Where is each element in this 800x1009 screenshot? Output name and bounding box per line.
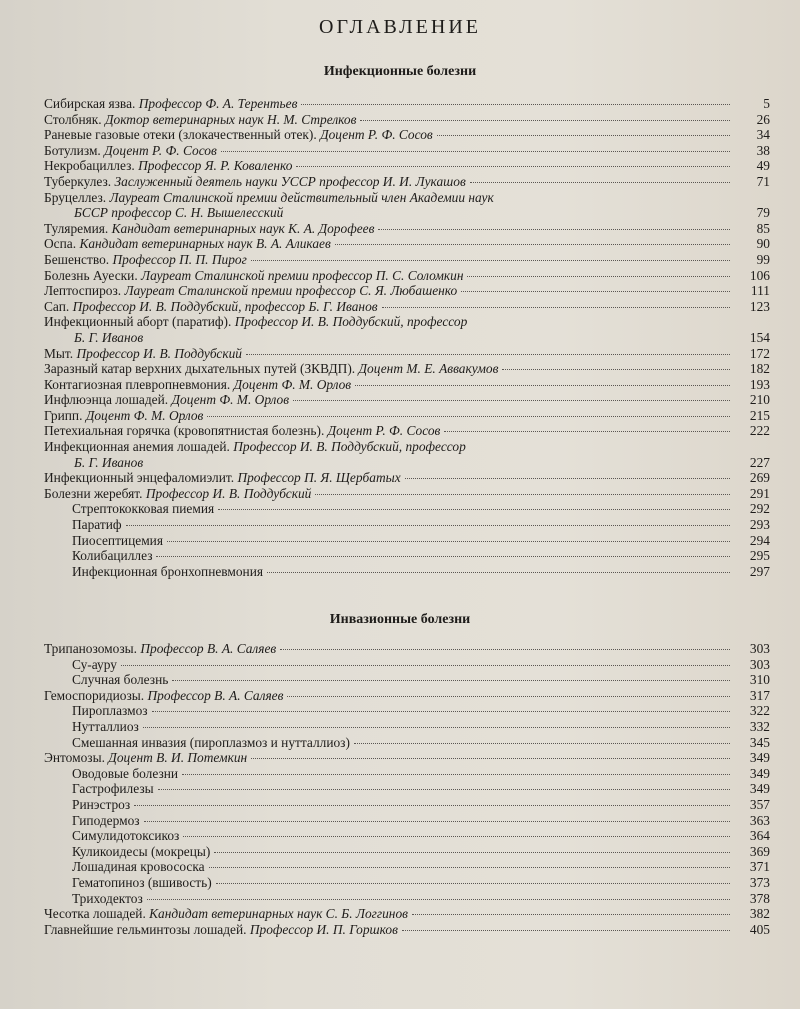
entry-author: Заслуженный деятель науки УССР профессор И. И. Лукашов — [114, 173, 466, 189]
page-number: 373 — [749, 874, 770, 890]
entry-author: Доцент Р. Ф. Сосов — [104, 142, 217, 158]
page-number: 291 — [749, 485, 770, 501]
toc-entry — [44, 158, 770, 174]
entry-topic: Инфекционная анемия лошадей. — [44, 439, 230, 455]
toc-entry — [44, 657, 770, 673]
dot-leader — [402, 930, 730, 931]
page-number: 349 — [749, 781, 770, 797]
entry-title — [44, 190, 770, 221]
entry-topic: Инфлюэнца лошадей. — [44, 392, 169, 408]
entry-topic: Некробациллез. — [44, 158, 135, 174]
page-number: 193 — [749, 376, 770, 392]
entry-topic: Бруцеллез. — [44, 189, 107, 205]
dot-leader — [412, 914, 730, 915]
entry-title — [72, 844, 210, 859]
entry-title — [44, 423, 440, 438]
toc-entry — [44, 766, 770, 782]
entry-title — [72, 735, 350, 750]
entry-topic: Грипп. — [44, 407, 83, 423]
entry-topic: Нутталлиоз — [72, 718, 139, 734]
entry-title — [72, 564, 263, 579]
entry-title — [44, 408, 203, 423]
page-number: 293 — [749, 517, 770, 533]
entry-title — [72, 657, 117, 672]
page-number: 38 — [756, 142, 770, 158]
page-number: 106 — [749, 267, 770, 283]
dot-leader — [152, 711, 730, 712]
entry-title — [44, 174, 466, 189]
entry-title — [72, 813, 140, 828]
page-number: 371 — [749, 859, 770, 875]
entry-title — [44, 299, 378, 314]
page-number: 154 — [749, 329, 770, 345]
entry-topic: Ринэстроз — [72, 796, 131, 812]
entry-title — [44, 486, 311, 501]
dot-leader — [355, 385, 730, 386]
dot-leader — [470, 182, 730, 183]
toc-entry — [44, 299, 770, 315]
entry-topic: Болезнь Ауески. — [44, 267, 138, 283]
page-number: 34 — [756, 127, 770, 143]
entry-title — [44, 688, 283, 703]
entry-topic: Энтомозы. — [44, 750, 105, 766]
page-number: 294 — [749, 532, 770, 548]
dot-leader — [315, 494, 730, 495]
entry-topic: Туберкулез. — [44, 173, 112, 189]
entry-title — [44, 346, 242, 361]
section-heading-invasive: Инвазионные болезни — [329, 612, 471, 627]
entry-title — [72, 672, 168, 687]
page-number: 332 — [749, 718, 770, 734]
page-number: 364 — [749, 828, 770, 844]
entry-title — [44, 439, 770, 470]
entry-topic: Заразный катар верхних дыхательных путей (ЗКВДП). — [44, 361, 356, 377]
entry-author: Доцент Р. Ф. Сосов — [327, 423, 441, 439]
toc-entry — [44, 190, 770, 221]
page-number: 111 — [750, 283, 770, 299]
entry-title — [44, 906, 408, 921]
page-number: 85 — [756, 220, 770, 236]
toc-entry — [44, 641, 770, 657]
entry-topic: Пиосептицемия — [72, 532, 164, 548]
toc-entry — [44, 906, 770, 922]
entry-author: Профессор И. В. Поддубский — [76, 345, 242, 361]
page-number: 71 — [756, 173, 770, 189]
page-number: 215 — [749, 407, 770, 423]
toc-entry — [44, 735, 770, 751]
entry-author: Профессор Ф. А. Терентьев — [138, 96, 298, 111]
entry-author: Доктор ветеринарных наук Н. М. Стрелков — [104, 111, 357, 127]
dot-leader — [158, 789, 730, 790]
entry-author: Профессор П. П. Пирог — [112, 251, 247, 267]
entry-topic: Чесотка лошадей. — [44, 906, 146, 922]
entry-author: Профессор П. Я. Щербатых — [237, 470, 401, 486]
page-number: 123 — [749, 298, 770, 314]
entry-title — [72, 828, 179, 843]
page-number: 405 — [749, 921, 770, 937]
toc-entry — [44, 517, 770, 533]
entry-title — [72, 533, 163, 548]
toc-entry — [44, 96, 770, 112]
page-number: 310 — [749, 672, 770, 688]
toc-entry — [44, 828, 770, 844]
entry-topic: Случная болезнь — [72, 672, 169, 688]
entry-title — [44, 221, 374, 236]
page-number: 99 — [756, 251, 770, 267]
toc-entry — [44, 143, 770, 159]
entry-title — [72, 859, 205, 874]
dot-leader — [280, 649, 730, 650]
entry-topic: Гемоспоридиозы. — [44, 687, 145, 703]
entry-author: Профессор Я. Р. Коваленко — [138, 158, 293, 174]
page-number: 349 — [749, 765, 770, 781]
entry-topic: Гастрофилезы — [72, 781, 154, 797]
page-number: 363 — [749, 812, 770, 828]
entry-author: Профессор И. П. Горшков — [249, 921, 398, 937]
entry-topic: Пироплазмоз — [72, 703, 148, 719]
dot-leader — [293, 400, 730, 401]
entry-title — [72, 766, 178, 781]
entry-title — [44, 158, 292, 173]
entry-author: Доцент М. Е. Аввакумов — [358, 361, 499, 377]
entry-title — [44, 470, 401, 485]
toc-entry — [44, 875, 770, 891]
dot-leader — [143, 727, 730, 728]
dot-leader — [502, 369, 730, 370]
entry-author: Лауреат Сталинской премии профессор С. Я. Любашенко — [124, 283, 458, 299]
dot-leader — [405, 478, 730, 479]
entry-title — [44, 314, 770, 345]
entry-title — [72, 548, 152, 563]
dot-leader — [354, 743, 730, 744]
entry-topic: Сап. — [44, 298, 70, 314]
dot-leader — [134, 805, 730, 806]
page-number: 369 — [749, 843, 770, 859]
page-number: 345 — [749, 734, 770, 750]
entry-author: Кандидат ветеринарных наук В. А. Аликаев — [79, 236, 331, 252]
page-number: 317 — [749, 687, 770, 703]
toc-entry — [44, 283, 770, 299]
toc-entry — [44, 719, 770, 735]
toc-entry — [44, 408, 770, 424]
entry-topic: Гиподермоз — [72, 812, 140, 828]
entry-title — [44, 268, 463, 283]
toc-entry — [44, 174, 770, 190]
entry-topic: Симулидотоксикоз — [72, 828, 180, 844]
dot-leader — [267, 572, 730, 573]
entry-title — [72, 797, 130, 812]
entry-author: Лауреат Сталинской премии действительный член Академии наук — [109, 189, 494, 205]
toc-entry — [44, 548, 770, 564]
toc-entry — [44, 672, 770, 688]
entry-topic: Ботулизм. — [44, 142, 101, 158]
entry-author: Кандидат ветеринарных наук К. А. Дорофеев — [111, 220, 375, 236]
toc-entry — [44, 361, 770, 377]
dot-leader — [287, 696, 730, 697]
entry-topic: Бешенство. — [44, 251, 110, 267]
dot-leader — [182, 774, 730, 775]
dot-leader — [461, 291, 730, 292]
toc-entry — [44, 392, 770, 408]
dot-leader — [444, 431, 730, 432]
dot-leader — [167, 541, 730, 542]
toc-entry — [44, 797, 770, 813]
page-number: 182 — [749, 361, 770, 377]
entry-topic: Смешанная инвазия (пироплазмоз и нутталлиоз) — [72, 734, 350, 750]
page-title: ОГЛАВЛЕНИЕ — [319, 16, 481, 38]
toc-entry — [44, 268, 770, 284]
dot-leader — [126, 525, 730, 526]
entry-author: Профессор И. В. Поддубский, профессор Б. Г. Иванов — [72, 298, 378, 314]
page-number: 292 — [749, 501, 770, 517]
entry-author-continued: БССР профессор С. Н. Вышелесский — [74, 205, 284, 221]
dot-leader — [121, 665, 730, 666]
entry-title — [44, 127, 433, 142]
entry-author-continued: Б. Г. Иванов — [74, 454, 144, 470]
page-number: 303 — [749, 641, 770, 656]
entry-topic: Инфекционный энцефаломиэлит. — [44, 470, 235, 486]
dot-leader — [437, 135, 730, 136]
entry-topic: Мыт. — [44, 345, 74, 361]
toc-entry — [44, 112, 770, 128]
entry-title — [72, 875, 212, 890]
toc-entry — [44, 439, 770, 470]
page-number: 210 — [749, 392, 770, 408]
entry-title — [44, 112, 356, 127]
toc-entry — [44, 236, 770, 252]
entry-author: Профессор В. А. Саляев — [140, 641, 277, 656]
entry-title — [44, 392, 289, 407]
page-number: 303 — [749, 656, 770, 672]
dot-leader — [246, 354, 730, 355]
toc-list-infectious — [44, 96, 770, 579]
page-number: 382 — [749, 906, 770, 922]
entry-title — [44, 641, 276, 656]
entry-author: Лауреат Сталинской премии профессор П. С. Соломкин — [141, 267, 464, 283]
entry-author: Профессор И. В. Поддубский — [145, 485, 312, 501]
entry-title — [44, 361, 498, 376]
entry-title — [44, 377, 351, 392]
page-number: 349 — [749, 750, 770, 766]
entry-author: Кандидат ветеринарных наук С. Б. Логгинов — [149, 906, 408, 922]
entry-author: Доцент Р. Ф. Сосов — [320, 127, 433, 143]
entry-author: Доцент Ф. М. Орлов — [171, 392, 290, 408]
entry-topic: Инфекционный аборт (паратиф). — [44, 314, 232, 330]
dot-leader — [360, 120, 730, 121]
dot-leader — [382, 307, 730, 308]
dot-leader — [251, 758, 730, 759]
page-number: 49 — [756, 158, 770, 174]
entry-topic: Гематопиноз (вшивость) — [72, 874, 212, 890]
entry-title — [44, 283, 457, 298]
entry-title — [44, 252, 247, 267]
entry-topic: Стрептококковая пиемия — [72, 501, 215, 517]
entry-title — [72, 781, 154, 796]
page-number: 322 — [749, 703, 770, 719]
page-number: 357 — [749, 796, 770, 812]
toc-entry — [44, 346, 770, 362]
dot-leader — [209, 867, 730, 868]
page-number: 297 — [749, 563, 770, 579]
toc-entry — [44, 377, 770, 393]
entry-author: Доцент В. И. Потемкин — [108, 750, 248, 766]
entry-topic: Оводовые болезни — [72, 765, 179, 781]
toc-entry — [44, 781, 770, 797]
dot-leader — [207, 416, 730, 417]
dot-leader — [251, 260, 730, 261]
toc-entry — [44, 486, 770, 502]
entry-topic: Столбняк. — [44, 111, 102, 127]
entry-author: Доцент Ф. М. Орлов — [85, 407, 204, 423]
dot-leader — [172, 680, 730, 681]
dot-leader — [216, 883, 730, 884]
dot-leader — [301, 104, 730, 105]
dot-leader — [147, 899, 730, 900]
entry-topic: Оспа. — [44, 236, 77, 252]
page-number: 269 — [749, 470, 770, 486]
toc-entry — [44, 423, 770, 439]
entry-title — [72, 517, 122, 532]
toc-entry — [44, 813, 770, 829]
entry-author-continued: Б. Г. Иванов — [74, 329, 144, 345]
page-number: 172 — [749, 345, 770, 361]
toc-entry — [44, 891, 770, 907]
entry-topic: Болезни жеребят. — [44, 485, 143, 501]
entry-topic: Главнейшие гельминтозы лошадей. — [44, 921, 247, 937]
toc-entry — [44, 127, 770, 143]
entry-topic: Су-ауру — [72, 656, 117, 672]
entry-title — [72, 501, 214, 516]
entry-author: Профессор И. В. Поддубский, профессор — [233, 439, 466, 455]
toc-entry — [44, 314, 770, 345]
section-heading-infectious: Инфекционные болезни — [323, 64, 477, 79]
entry-title — [44, 96, 297, 111]
page-number: 378 — [749, 890, 770, 906]
toc-entry — [44, 501, 770, 517]
entry-title — [72, 891, 143, 906]
entry-topic: Колибациллез — [72, 548, 153, 564]
entry-topic: Лептоспироз. — [44, 283, 122, 299]
toc-entry — [44, 533, 770, 549]
entry-topic: Триходектоз — [72, 890, 143, 906]
entry-title — [44, 236, 331, 251]
entry-title — [72, 703, 148, 718]
toc-entry — [44, 564, 770, 580]
dot-leader — [378, 229, 730, 230]
entry-topic: Паратиф — [72, 517, 122, 533]
toc-entry — [44, 688, 770, 704]
toc-entry — [44, 470, 770, 486]
entry-author: Профессор И. В. Поддубский, профессор — [234, 314, 468, 330]
entry-topic: Инфекционная бронхопневмония — [72, 563, 264, 579]
dot-leader — [296, 166, 730, 167]
page-number: 90 — [756, 236, 770, 252]
page-number: 227 — [749, 454, 770, 470]
toc-entry — [44, 750, 770, 766]
dot-leader — [218, 509, 730, 510]
entry-topic: Сибирская язва. — [44, 96, 136, 111]
entry-topic: Куликоидесы (мокрецы) — [72, 843, 211, 859]
dot-leader — [214, 852, 730, 853]
toc-entry — [44, 844, 770, 860]
page-number: 79 — [756, 205, 770, 221]
toc-entry — [44, 221, 770, 237]
toc-entry — [44, 859, 770, 875]
entry-author: Профессор В. А. Саляев — [147, 687, 284, 703]
entry-topic: Туляремия. — [44, 220, 109, 236]
entry-topic: Трипанозомозы. — [44, 641, 137, 656]
dot-leader — [183, 836, 730, 837]
toc-list-invasive — [44, 641, 770, 937]
entry-topic: Лошадиная кровососка — [72, 859, 205, 875]
toc-entry — [44, 703, 770, 719]
dot-leader — [335, 244, 730, 245]
entry-topic: Раневые газовые отеки (злокачественный отек). — [44, 127, 317, 143]
entry-topic: Контагиозная плевропневмония. — [44, 376, 231, 392]
toc-entry — [44, 252, 770, 268]
page-number: 222 — [749, 423, 770, 439]
dot-leader — [467, 276, 730, 277]
entry-title — [44, 922, 398, 937]
entry-topic: Петехиальная горячка (кровопятнистая болезнь). — [44, 423, 325, 439]
entry-title — [72, 719, 139, 734]
dot-leader — [144, 821, 730, 822]
entry-title — [44, 143, 217, 158]
page-number: 26 — [756, 111, 770, 127]
entry-title — [44, 750, 247, 765]
page-number: 295 — [749, 548, 770, 564]
toc-entry — [44, 922, 770, 938]
entry-author: Доцент Ф. М. Орлов — [233, 376, 352, 392]
dot-leader — [221, 151, 730, 152]
page-number: 5 — [763, 96, 770, 111]
dot-leader — [156, 556, 730, 557]
